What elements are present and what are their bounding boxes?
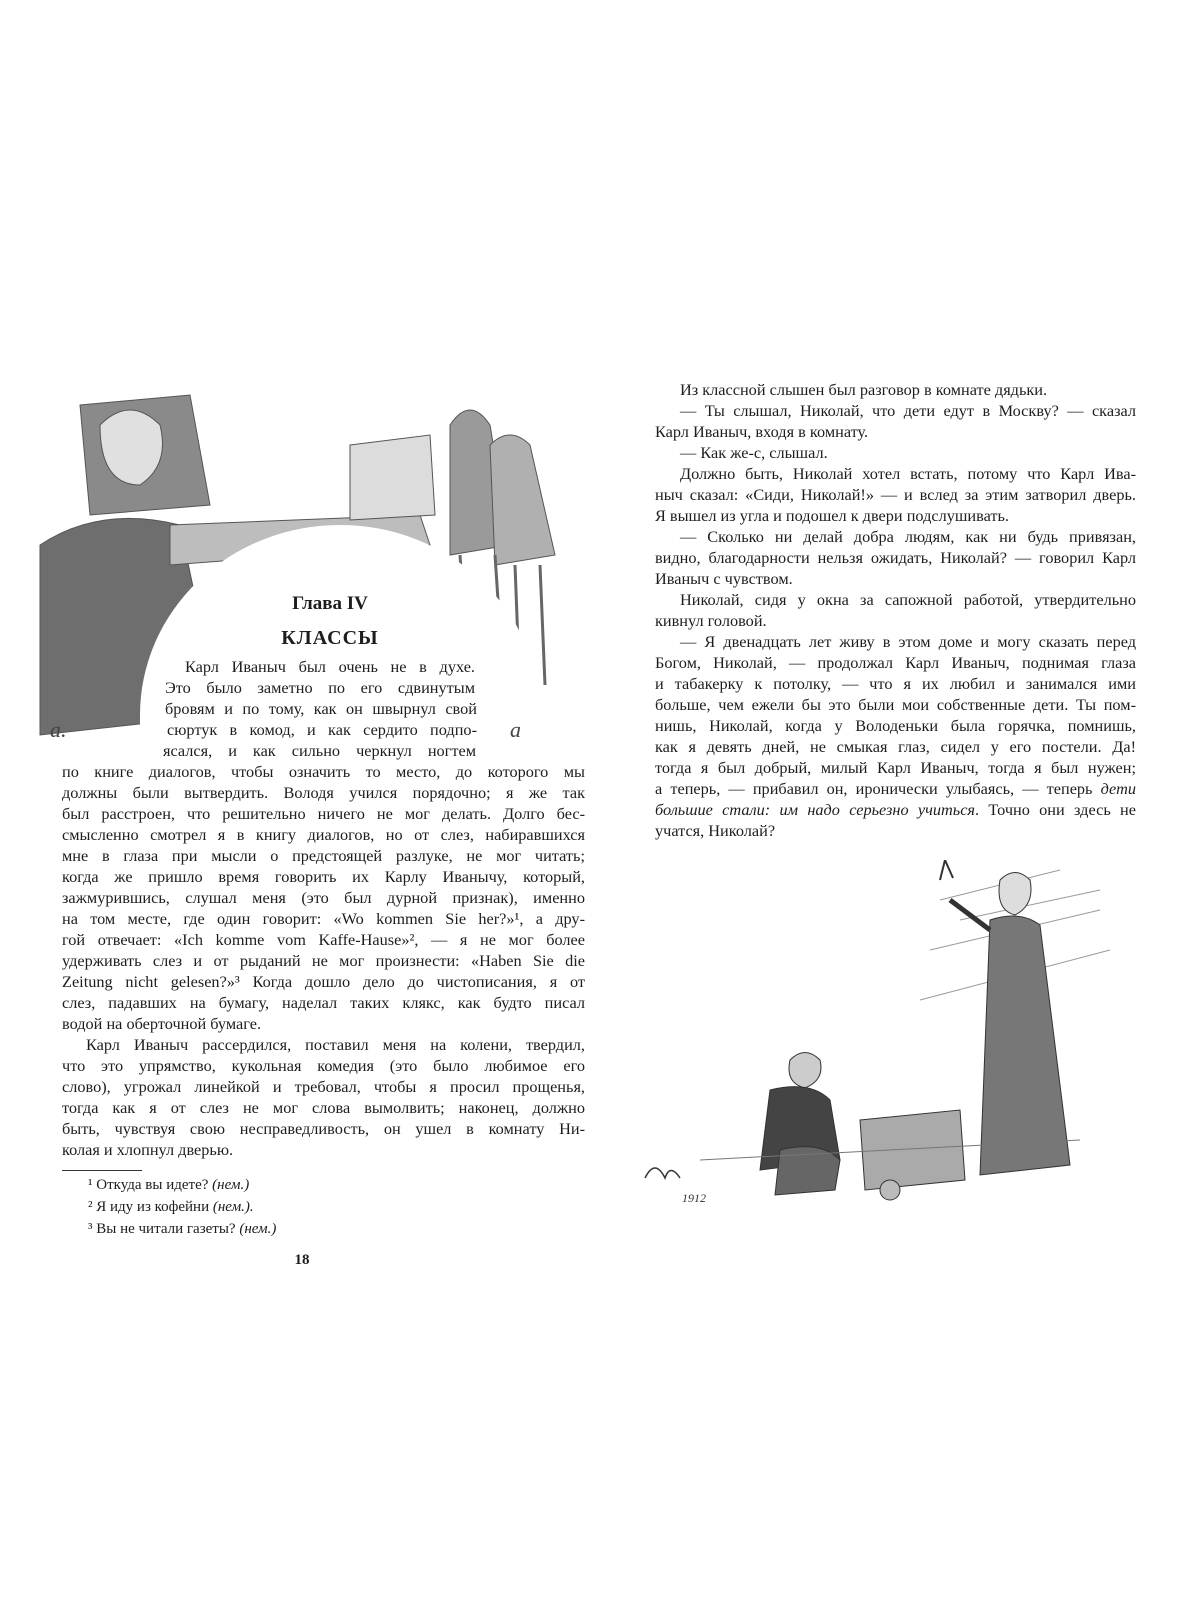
text-span: . Точно они здесь не <box>975 800 1136 819</box>
text-line: Zeitung nicht gelesen?»³ Когда дошло дело до чистописания, я от <box>62 972 585 991</box>
text-line: — Как же-с, слышал. <box>680 443 828 462</box>
italic-span: дети <box>1100 779 1136 798</box>
artist-mark: a <box>510 717 521 742</box>
text-line: Из классной слышен был разговор в комнате дядьки. <box>680 380 1048 399</box>
footnote-note: (нем.) <box>239 1221 277 1237</box>
text-line: Николай, сидя у окна за сапожной работой, утвердительно <box>680 590 1136 609</box>
text-line: должны были вытвердить. Володя учился порядочно; я же так <box>62 783 585 802</box>
text-line: быть, чувствуя свою несправедливость, он ушел в комнату Ни- <box>62 1119 585 1138</box>
text-line <box>655 799 1136 820</box>
text-line: мне в глаза при мысли о предстоящей разлуке, не мог читать; <box>62 846 585 865</box>
text-line: Должно быть, Николай хотел встать, потому что Карл Ива- <box>680 464 1136 483</box>
text-line: ныч сказал: «Сиди, Николай!» — и вслед за этим затворил дверь. <box>655 485 1136 504</box>
footnote-text: Я иду из кофейни <box>96 1199 210 1215</box>
footnote-mark: ³ <box>88 1221 93 1237</box>
text-line: гой отвечает: «Ich komme vom Kaffe-Hause»², — я не мог более <box>62 930 585 949</box>
artist-signature-scribble <box>645 1168 680 1178</box>
opening-line: Это было заметно по его сдвинутым <box>165 678 475 697</box>
shoemaker-illustration <box>640 860 1130 1210</box>
text-line: — Сколько ни делай добра людям, как ни будь привязан, <box>680 527 1136 546</box>
text-line: учатся, Николай? <box>655 821 776 840</box>
text-line: по книге диалогов, чтобы означить то место, до которого мы <box>62 762 585 781</box>
text-line: водой на оберточной бумаге. <box>62 1014 262 1033</box>
footnote-text: Откуда вы идете? <box>96 1177 209 1193</box>
text-line: больше, чем ежели бы это были мои собственные дети. Ты пом- <box>655 695 1136 714</box>
text-line: — Я двенадцать лет живу в этом доме и могу сказать перед <box>680 632 1136 651</box>
footnote-note: (нем.) <box>212 1177 250 1193</box>
opening-line: ясался, и как сильно черкнул ногтем <box>163 741 476 760</box>
chapter-label: Глава IV <box>292 593 368 614</box>
text-line: слово), угрожал линейкой и требовал, чтобы я просил прощенья, <box>62 1077 585 1096</box>
text-line: Я вышел из угла и подошел к двери подслушивать. <box>655 506 1009 525</box>
footnote-text: Вы не читали газеты? <box>96 1221 236 1237</box>
opening-line: Карл Иваныч был очень не в духе. <box>185 657 475 676</box>
text-line: что это упрямство, кукольная комедия (это было любимое его <box>62 1056 585 1075</box>
text-line: нишь, Николай, когда у Володеньки была горячка, помнишь, <box>655 716 1136 735</box>
text-line: Иваныч с чувством. <box>655 569 793 588</box>
text-line: кивнул головой. <box>655 611 767 630</box>
illustration-signature: 1912 <box>682 1191 706 1205</box>
text-line: Карл Иваныч, входя в комнату. <box>655 422 869 441</box>
text-line: зажмурившись, слушал меня (это был дурной признак), именно <box>62 888 585 907</box>
text-line: на том месте, где один говорит: «Wo kommen Sie her?»¹, а дру- <box>62 909 585 928</box>
text-line: колая и хлопнул дверью. <box>62 1140 234 1159</box>
text-line: Карл Иваныч рассердился, поставил меня на колени, твердил, <box>86 1035 585 1054</box>
text-line: когда же пришло время говорить их Карлу Иванычу, который, <box>62 867 585 886</box>
text-line: — Ты слышал, Николай, что дети едут в Москву? — сказал <box>680 401 1136 420</box>
text-span: а теперь, — прибавил он, иронически улыбаясь, — теперь <box>655 779 1093 798</box>
text-line: тогда я был добрый, милый Карл Иваныч, тогда я был нужен; <box>655 758 1136 777</box>
italic-span: большие стали: им надо серьезно учиться <box>655 800 975 819</box>
text-line: и табакерку к потолку, — что я их любил и занимался ими <box>655 674 1136 693</box>
chapter-title: КЛАССЫ <box>281 627 379 649</box>
footnote-mark: ¹ <box>88 1177 93 1193</box>
artist-mark: a. <box>50 717 67 742</box>
footnote-note: (нем.). <box>212 1199 254 1215</box>
page-number: 18 <box>294 1252 310 1268</box>
opening-line: бровям и по тому, как он швырнул свой <box>165 699 477 718</box>
text-line: смысленно смотрел я в книгу диалогов, но от слез, набиравшихся <box>62 825 585 844</box>
footnote-mark: ² <box>88 1199 93 1215</box>
text-line: удерживать слез и от рыданий не мог произнести: «Haben Sie die <box>62 951 585 970</box>
text-line <box>655 778 1136 799</box>
text-line: тогда как я от слез не мог слова вымолвить; наконец, должно <box>62 1098 585 1117</box>
text-line: слез, падавших на бумагу, наделал таких клякс, как будто писал <box>62 993 585 1012</box>
text-line: был расстроен, что решительно ничего не мог делать. Долго бес- <box>62 804 585 823</box>
text-line: Богом, Николай, — продолжал Карл Иваныч, поднимая глаза <box>655 653 1136 672</box>
text-line: видно, благодарности нельзя ожидать, Николай? — говорил Карл <box>655 548 1136 567</box>
opening-line: сюртук в комод, и как сердито подпо- <box>167 720 477 739</box>
text-line: как я девять дней, не смыкая глаз, сидел у его постели. Да! <box>655 737 1136 756</box>
